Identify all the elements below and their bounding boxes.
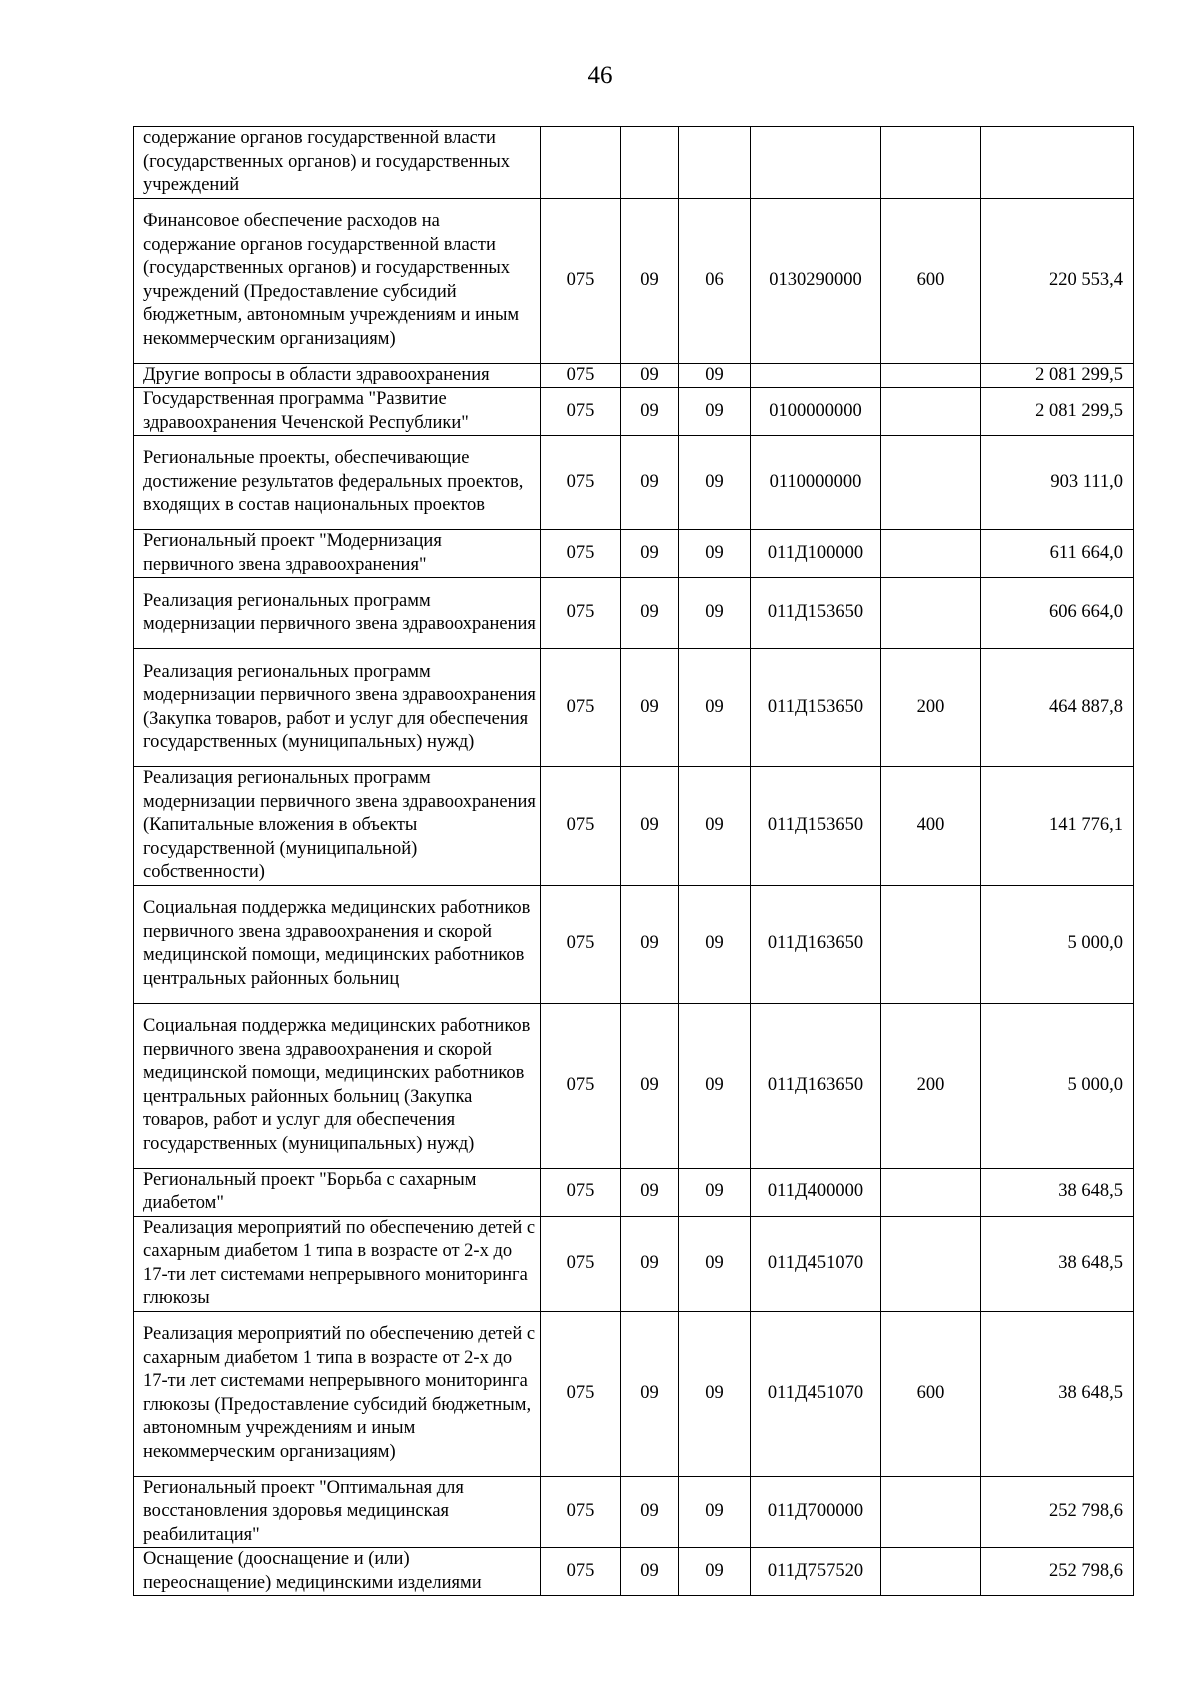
subsection-code: 09: [679, 1216, 751, 1311]
row-name: Социальная поддержка медицинских работников первичного звена здравоохранения и скорой медицинской помощи, медицинских работников центральных районных больниц (Закупка товаров, работ и услуг для обеспечения государственных (муниципальных) нужд): [134, 1003, 541, 1168]
budget-table: [133, 126, 1134, 1596]
expense-type-code: [881, 1216, 981, 1311]
table-row: [134, 388, 1134, 436]
row-name: Реализация региональных программ модернизации первичного звена здравоохранения (Закупка товаров, работ и услуг для обеспечения государственных (муниципальных) нужд): [134, 649, 541, 767]
amount: 252 798,6: [981, 1548, 1134, 1596]
row-name: Социальная поддержка медицинских работников первичного звена здравоохранения и скорой медицинской помощи, медицинских работников центральных районных больниц: [134, 885, 541, 1003]
page-number: 46: [587, 62, 613, 89]
subsection-code: 06: [679, 198, 751, 363]
row-name: Реализация региональных программ модернизации первичного звена здравоохранения (Капитальные вложения в объекты государственной (муниципальной) собственности): [134, 767, 541, 886]
expense-type-code: [881, 436, 981, 530]
target-article-code: 011Д757520: [751, 1548, 881, 1596]
subsection-code: 09: [679, 1168, 751, 1216]
amount: 5 000,0: [981, 885, 1134, 1003]
table-row: [134, 1476, 1134, 1548]
table-row: [134, 530, 1134, 578]
table-row: [134, 578, 1134, 649]
ministry-code: 075: [541, 363, 621, 388]
expense-type-code: 400: [881, 767, 981, 886]
amount: 252 798,6: [981, 1476, 1134, 1548]
section-code: [621, 127, 679, 199]
table-row: [134, 363, 1134, 388]
target-article-code: 011Д451070: [751, 1311, 881, 1476]
section-code: 09: [621, 578, 679, 649]
expense-type-code: [881, 885, 981, 1003]
subsection-code: 09: [679, 578, 751, 649]
section-code: 09: [621, 767, 679, 886]
amount: 141 776,1: [981, 767, 1134, 886]
row-name: Государственная программа "Развитие здравоохранения Чеченской Республики": [134, 388, 541, 436]
row-name: Реализация мероприятий по обеспечению детей с сахарным диабетом 1 типа в возрасте от 2-х до 17-ти лет системами непрерывного мониторинга глюкозы: [134, 1216, 541, 1311]
ministry-code: 075: [541, 1003, 621, 1168]
target-article-code: [751, 127, 881, 199]
amount: 464 887,8: [981, 649, 1134, 767]
section-code: 09: [621, 1476, 679, 1548]
amount: 5 000,0: [981, 1003, 1134, 1168]
target-article-code: 011Д153650: [751, 767, 881, 886]
table-row: [134, 1216, 1134, 1311]
ministry-code: 075: [541, 1548, 621, 1596]
target-article-code: [751, 363, 881, 388]
target-article-code: 011Д451070: [751, 1216, 881, 1311]
ministry-code: 075: [541, 767, 621, 886]
expense-type-code: [881, 1548, 981, 1596]
table-row: [134, 436, 1134, 530]
expense-type-code: [881, 1168, 981, 1216]
section-code: 09: [621, 885, 679, 1003]
table-row: [134, 649, 1134, 767]
row-name: Реализация мероприятий по обеспечению детей с сахарным диабетом 1 типа в возрасте от 2-х до 17-ти лет системами непрерывного мониторинга глюкозы (Предоставление субсидий бюджетным, автономным учреждениям и иным некоммерческим организациям): [134, 1311, 541, 1476]
ministry-code: 075: [541, 1168, 621, 1216]
amount: 606 664,0: [981, 578, 1134, 649]
expense-type-code: [881, 578, 981, 649]
subsection-code: 09: [679, 363, 751, 388]
target-article-code: 0130290000: [751, 198, 881, 363]
target-article-code: 011Д153650: [751, 578, 881, 649]
target-article-code: 011Д163650: [751, 1003, 881, 1168]
subsection-code: 09: [679, 1003, 751, 1168]
subsection-code: 09: [679, 530, 751, 578]
ministry-code: 075: [541, 649, 621, 767]
expense-type-code: 200: [881, 1003, 981, 1168]
table-row: [134, 198, 1134, 363]
subsection-code: 09: [679, 1548, 751, 1596]
ministry-code: 075: [541, 198, 621, 363]
amount: 38 648,5: [981, 1216, 1134, 1311]
ministry-code: 075: [541, 885, 621, 1003]
target-article-code: 0110000000: [751, 436, 881, 530]
expense-type-code: [881, 388, 981, 436]
target-article-code: 011Д100000: [751, 530, 881, 578]
section-code: 09: [621, 363, 679, 388]
section-code: 09: [621, 530, 679, 578]
row-name: Региональные проекты, обеспечивающие достижение результатов федеральных проектов, входящих в состав национальных проектов: [134, 436, 541, 530]
section-code: 09: [621, 649, 679, 767]
section-code: 09: [621, 1311, 679, 1476]
row-name: содержание органов государственной власти (государственных органов) и государственных учреждений: [134, 127, 541, 199]
subsection-code: 09: [679, 1476, 751, 1548]
table-row: [134, 1003, 1134, 1168]
amount: 38 648,5: [981, 1168, 1134, 1216]
subsection-code: [679, 127, 751, 199]
target-article-code: 011Д153650: [751, 649, 881, 767]
expense-type-code: [881, 1476, 981, 1548]
amount: 903 111,0: [981, 436, 1134, 530]
target-article-code: 011Д400000: [751, 1168, 881, 1216]
row-name: Региональный проект "Модернизация первичного звена здравоохранения": [134, 530, 541, 578]
row-name: Другие вопросы в области здравоохранения: [134, 363, 541, 388]
expense-type-code: [881, 127, 981, 199]
ministry-code: 075: [541, 530, 621, 578]
subsection-code: 09: [679, 649, 751, 767]
table-row: [134, 1548, 1134, 1596]
ministry-code: 075: [541, 436, 621, 530]
amount: 220 553,4: [981, 198, 1134, 363]
section-code: 09: [621, 1003, 679, 1168]
expense-type-code: 600: [881, 198, 981, 363]
section-code: 09: [621, 1216, 679, 1311]
ministry-code: 075: [541, 1216, 621, 1311]
row-name: Региональный проект "Оптимальная для восстановления здоровья медицинская реабилитация": [134, 1476, 541, 1548]
subsection-code: 09: [679, 767, 751, 886]
table-row: [134, 885, 1134, 1003]
ministry-code: [541, 127, 621, 199]
section-code: 09: [621, 388, 679, 436]
ministry-code: 075: [541, 388, 621, 436]
ministry-code: 075: [541, 578, 621, 649]
table-row: [134, 767, 1134, 886]
section-code: 09: [621, 1168, 679, 1216]
amount: 2 081 299,5: [981, 363, 1134, 388]
ministry-code: 075: [541, 1476, 621, 1548]
subsection-code: 09: [679, 1311, 751, 1476]
section-code: 09: [621, 1548, 679, 1596]
table-row: [134, 127, 1134, 199]
section-code: 09: [621, 436, 679, 530]
ministry-code: 075: [541, 1311, 621, 1476]
expense-type-code: [881, 530, 981, 578]
row-name: Реализация региональных программ модернизации первичного звена здравоохранения: [134, 578, 541, 649]
amount: 611 664,0: [981, 530, 1134, 578]
amount: [981, 127, 1134, 199]
target-article-code: 011Д700000: [751, 1476, 881, 1548]
row-name: Региональный проект "Борьба с сахарным диабетом": [134, 1168, 541, 1216]
expense-type-code: [881, 363, 981, 388]
subsection-code: 09: [679, 436, 751, 530]
subsection-code: 09: [679, 388, 751, 436]
expense-type-code: 200: [881, 649, 981, 767]
target-article-code: 011Д163650: [751, 885, 881, 1003]
row-name: Оснащение (дооснащение и (или) переоснащение) медицинскими изделиями: [134, 1548, 541, 1596]
amount: 2 081 299,5: [981, 388, 1134, 436]
table-row: [134, 1311, 1134, 1476]
row-name: Финансовое обеспечение расходов на содержание органов государственной власти (государственных органов) и государственных учреждений (Предоставление субсидий бюджетным, автономным учреждениям и иным некоммерческим организациям): [134, 198, 541, 363]
section-code: 09: [621, 198, 679, 363]
amount: 38 648,5: [981, 1311, 1134, 1476]
subsection-code: 09: [679, 885, 751, 1003]
expense-type-code: 600: [881, 1311, 981, 1476]
target-article-code: 0100000000: [751, 388, 881, 436]
table-row: [134, 1168, 1134, 1216]
